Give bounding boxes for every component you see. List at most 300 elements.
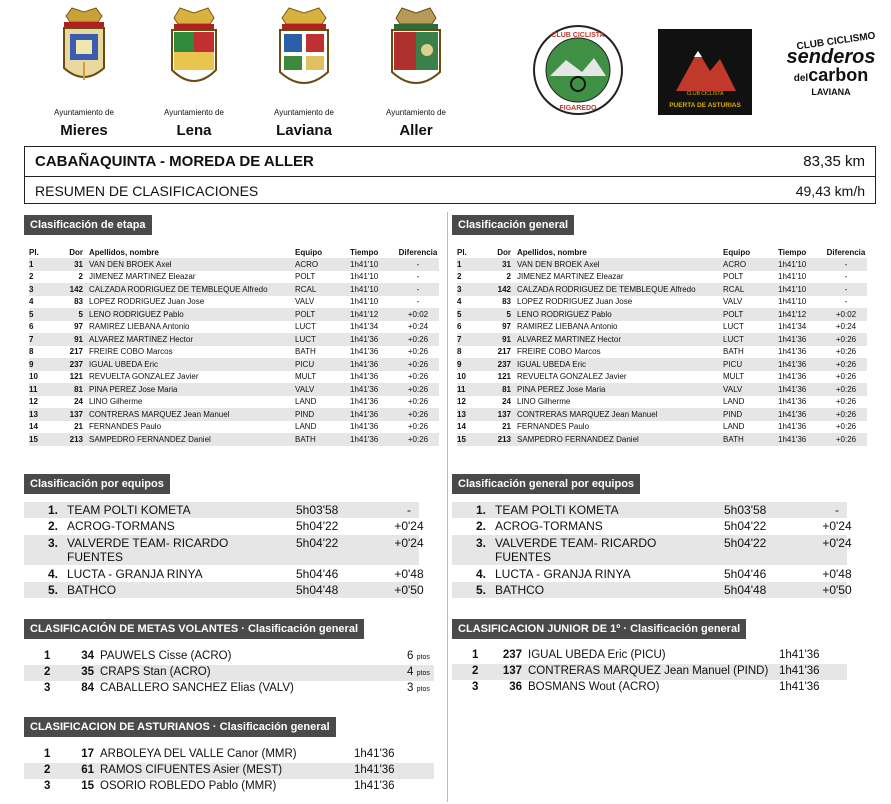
rank: 11 (29, 383, 57, 396)
team-code: LAND (723, 397, 745, 407)
column-divider (447, 212, 448, 802)
team-rank: 5. (48, 583, 59, 597)
team-gap: +0'50 (822, 583, 852, 597)
club-figaredo-logo (532, 24, 624, 116)
club-senderos-logo (776, 30, 886, 110)
team-code: POLT (723, 272, 744, 282)
list-bib: 237 (502, 649, 522, 661)
rider-name: FERNANDES Paulo (517, 422, 590, 432)
list-rank: 1 (472, 649, 479, 661)
rank: 8 (29, 347, 34, 357)
bib: 31 (485, 258, 517, 271)
team-code: LUCT (295, 333, 350, 346)
table-row (29, 421, 439, 434)
stage-classification-header: Clasificación de etapa (24, 215, 152, 235)
rider-name: REVUELTA GONZALEZ Javier (89, 372, 199, 382)
rank: 9 (29, 358, 57, 371)
team-name (495, 583, 544, 597)
aller-crest-icon (386, 6, 446, 98)
list-time: 1h41'36 (354, 764, 395, 776)
time-gap: +0:26 (835, 347, 857, 357)
team-name-line1: BATHCO (495, 583, 545, 597)
list-item (24, 681, 434, 697)
list-rider: RAMOS CIFUENTES Asier (MEST) (100, 764, 283, 776)
team-rank: 4. (48, 567, 59, 581)
points-value: 3 (407, 682, 414, 694)
team-name (495, 519, 603, 533)
bib: 237 (57, 358, 89, 371)
list-bib: 15 (81, 780, 94, 792)
list-item (24, 747, 434, 763)
list-bib: 36 (509, 681, 522, 693)
table-row (29, 358, 439, 371)
time: 1h41'36 (350, 347, 379, 357)
rider-name: CALZADA RODRIGUEZ DE TEMBLEQUE Alfredo (89, 283, 295, 296)
table-row (457, 346, 867, 359)
town-label: Ayuntamiento de (386, 108, 446, 117)
mountain-icon (658, 29, 752, 115)
team-code: LUCT (723, 333, 778, 346)
rider-name: VAN DEN BROEK Axel (517, 258, 723, 271)
table-row (457, 308, 867, 321)
time-gap: +0:02 (397, 308, 439, 321)
team-code: VALV (295, 297, 315, 307)
table-row (457, 408, 867, 421)
time-gap: +0:26 (407, 347, 429, 357)
list-rank: 3 (44, 682, 51, 694)
table-row (457, 371, 867, 384)
team-code: BATH (723, 433, 778, 446)
rider-name: PINA PEREZ Jose Maria (89, 383, 295, 396)
bib: 24 (502, 397, 511, 407)
team-rank: 3. (476, 536, 487, 550)
time-gap: +0:02 (825, 308, 867, 321)
rider-name: ALVAREZ MARTINEZ Hector (89, 333, 295, 346)
rank: 11 (457, 383, 485, 396)
time: 1h41'10 (350, 297, 379, 307)
table-row (457, 433, 867, 446)
time-gap: +0:26 (407, 397, 429, 407)
table-row (29, 371, 439, 384)
table-row (29, 271, 439, 284)
time: 1h41'36 (350, 372, 379, 382)
time: 1h41'36 (350, 397, 379, 407)
bib: 5 (485, 308, 517, 321)
teams-classification-header: Clasificación por equipos (24, 474, 170, 494)
rank: 2 (457, 272, 462, 282)
table-row (29, 433, 439, 446)
table-row (457, 258, 867, 271)
rider-name: JIMENEZ MARTINEZ Eleazar (89, 272, 196, 282)
team-code: PIND (723, 408, 778, 421)
rank: 6 (29, 322, 34, 332)
time-gap: +0:26 (397, 383, 439, 396)
team-time: 5h04'46 (724, 567, 767, 581)
team-code: LAND (295, 422, 317, 432)
list-rank: 2 (44, 666, 51, 678)
rider-name: CONTRERAS MARQUEZ Jean Manuel (89, 408, 295, 421)
table-row (29, 396, 439, 409)
rider-name: ALVAREZ MARTINEZ Hector (517, 333, 723, 346)
team-time: 5h03'58 (296, 503, 339, 517)
team-code: VALV (723, 383, 778, 396)
table-row (29, 283, 439, 296)
time-gap: +0:26 (825, 333, 867, 346)
club-figaredo-bottom: FIGAREDO (559, 105, 597, 112)
time-gap: - (416, 297, 420, 307)
col-time: Tiempo (350, 247, 379, 257)
team-time: 5h04'48 (296, 583, 339, 597)
col-name: Apellidos, nombre (89, 247, 159, 257)
bib: 91 (485, 333, 517, 346)
time: 1h41'12 (350, 308, 397, 321)
team-time: 5h03'58 (724, 503, 767, 517)
team-name-line1: VALVERDE TEAM- RICARDO (67, 536, 229, 550)
time-gap: +0:26 (825, 383, 867, 396)
points-unit: ptos (416, 686, 430, 693)
team-gap: +0'24 (822, 519, 852, 533)
col-diff: Diferencia (398, 247, 438, 257)
rank: 1 (457, 258, 485, 271)
bib: 137 (57, 408, 89, 421)
table-row (29, 321, 439, 334)
table-row (29, 333, 439, 346)
list-rider: CONTRERAS MARQUEZ Jean Manuel (PIND) (528, 665, 769, 677)
club-puerta-logo (658, 29, 752, 115)
time: 1h41'10 (778, 258, 825, 271)
points-unit: ptos (416, 654, 430, 661)
stage-classification-table (29, 246, 439, 446)
team-time: 5h04'22 (296, 519, 339, 533)
list-rank: 1 (44, 650, 51, 662)
bib: 81 (485, 383, 517, 396)
rank: 15 (29, 433, 57, 446)
team-name (67, 503, 191, 517)
rank: 3 (29, 283, 57, 296)
points-value: 4 (407, 666, 414, 678)
rider-name: JIMENEZ MARTINEZ Eleazar (517, 272, 624, 282)
bib: 213 (485, 433, 517, 446)
average-speed: 49,43 km/h (795, 182, 865, 199)
team-row (452, 582, 852, 598)
bib: 81 (57, 383, 89, 396)
list-item (24, 779, 434, 795)
rank: 7 (29, 333, 57, 346)
list-rider: BOSMANS Wout (ACRO) (528, 681, 660, 693)
team-gap: +0'24 (822, 536, 852, 550)
time-gap: +0:26 (397, 333, 439, 346)
team-name (67, 567, 203, 581)
rider-name: IGUAL UBEDA Eric (517, 358, 723, 371)
time-gap: - (844, 297, 848, 307)
bib: 2 (506, 272, 511, 282)
team-rank: 3. (48, 536, 59, 550)
time: 1h41'36 (350, 408, 397, 421)
team-code: LAND (723, 422, 745, 432)
club-senderos-line5: LAVIANA (811, 87, 851, 97)
team-name-line1: LUCTA - GRANJA RINYA (495, 567, 631, 581)
time: 1h41'36 (350, 358, 397, 371)
team-code: LUCT (723, 322, 744, 332)
col-pl: Pl. (29, 247, 39, 257)
rank: 14 (457, 422, 466, 432)
rank: 12 (457, 397, 466, 407)
team-name (67, 519, 175, 533)
list-bib: 34 (81, 650, 94, 662)
team-code: PICU (295, 358, 350, 371)
team-code: VALV (295, 383, 350, 396)
time-gap: +0:24 (835, 322, 857, 332)
rider-name: PINA PEREZ Jose Maria (517, 383, 723, 396)
rider-name: VAN DEN BROEK Axel (89, 258, 295, 271)
col-dor: Dor (69, 247, 83, 257)
list-item (24, 763, 434, 779)
time: 1h41'36 (778, 347, 807, 357)
list-points (407, 666, 430, 678)
time: 1h41'36 (350, 422, 379, 432)
team-rank: 1. (476, 503, 487, 517)
rider-name: LOPEZ RODRIGUEZ Juan Jose (89, 297, 205, 307)
club-senderos-line3: del (793, 73, 809, 84)
list-rider: CABALLERO SANCHEZ Elias (VALV) (100, 682, 294, 694)
list-rank: 3 (44, 780, 51, 792)
rider-name: REVUELTA GONZALEZ Javier (517, 372, 627, 382)
list-points (407, 682, 430, 694)
time: 1h41'36 (350, 333, 397, 346)
team-name-line1: ACROG-TORMANS (495, 519, 603, 533)
metas-volantes-header: CLASIFICACIÓN DE METAS VOLANTES · Clasificación general (24, 619, 364, 639)
bib: 24 (74, 397, 83, 407)
bib: 121 (497, 372, 511, 382)
team-name-line1: ACROG-TORMANS (67, 519, 175, 533)
time-gap: - (416, 272, 420, 282)
table-row (29, 308, 439, 321)
rider-name: CONTRERAS MARQUEZ Jean Manuel (517, 408, 723, 421)
bib: 21 (502, 422, 511, 432)
team-gap: - (835, 503, 839, 517)
team-name (67, 583, 116, 597)
team-code: VALV (723, 297, 743, 307)
time: 1h41'10 (350, 258, 397, 271)
rider-name: LOPEZ RODRIGUEZ Juan Jose (517, 297, 633, 307)
team-name-line1: TEAM POLTI KOMETA (67, 503, 191, 517)
time-gap: +0:24 (407, 322, 429, 332)
table-row (457, 333, 867, 346)
rank: 2 (29, 272, 34, 282)
mieres-crest-icon (54, 6, 114, 98)
time-gap: - (825, 283, 867, 296)
rider-name: RAMIREZ LIEBANA Antonio (89, 322, 190, 332)
title-box (24, 146, 876, 204)
rider-name: CALZADA RODRIGUEZ DE TEMBLEQUE Alfredo (517, 283, 723, 296)
table-row (457, 296, 867, 309)
points-value: 6 (407, 650, 414, 662)
time: 1h41'36 (778, 397, 807, 407)
time-gap: +0:26 (397, 408, 439, 421)
table-row (457, 321, 867, 334)
time-gap: +0:26 (397, 358, 439, 371)
team-row (452, 518, 852, 534)
summary-title: RESUMEN DE CLASIFICACIONES (35, 182, 259, 199)
list-rider: PAUWELS Cisse (ACRO) (100, 650, 232, 662)
team-row (24, 502, 419, 518)
time-gap: +0:26 (407, 372, 429, 382)
rider-name: SAMPEDRO FERNANDEZ Daniel (89, 433, 295, 446)
team-time: 5h04'22 (724, 519, 767, 533)
table-row (29, 408, 439, 421)
team-name-line1: BATHCO (67, 583, 117, 597)
list-bib: 84 (81, 682, 94, 694)
list-bib: 17 (81, 748, 94, 760)
team-row (452, 535, 852, 565)
table-row (29, 383, 439, 396)
general-classification-header: Clasificación general (452, 215, 574, 235)
list-item (452, 648, 847, 664)
bib: 21 (74, 422, 83, 432)
bib: 121 (69, 372, 83, 382)
team-name (495, 567, 631, 581)
table-row (457, 271, 867, 284)
laviana-crest-icon (274, 6, 334, 98)
town-label: Ayuntamiento de (274, 108, 334, 117)
rider-name: IGUAL UBEDA Eric (89, 358, 295, 371)
time: 1h41'10 (778, 297, 807, 307)
list-bib: 61 (81, 764, 94, 776)
list-rank: 3 (472, 681, 479, 693)
list-item (24, 665, 434, 681)
table-row (29, 346, 439, 359)
time-gap: +0:26 (835, 397, 857, 407)
bib: 2 (78, 272, 83, 282)
list-time: 1h41'36 (779, 649, 820, 661)
team-code: LAND (295, 397, 317, 407)
team-rank: 5. (476, 583, 487, 597)
town-label: Ayuntamiento de (164, 108, 224, 117)
team-code: MULT (723, 372, 745, 382)
time-gap: +0:26 (397, 433, 439, 446)
rank: 4 (457, 297, 462, 307)
team-rank: 4. (476, 567, 487, 581)
time: 1h41'36 (778, 422, 807, 432)
time-gap: +0:26 (835, 422, 857, 432)
col-team: Equipo (723, 247, 751, 257)
time: 1h41'36 (778, 372, 807, 382)
time-gap: - (397, 283, 439, 296)
team-name-line1: VALVERDE TEAM- RICARDO (495, 536, 657, 550)
col-time: Tiempo (778, 247, 807, 257)
rank: 10 (29, 372, 38, 382)
team-row (24, 535, 424, 565)
bib: 217 (497, 347, 511, 357)
rider-name: LENO RODRIGUEZ Pablo (89, 308, 295, 321)
team-name-line2: FUENTES (495, 550, 552, 564)
rider-name: FREIRE COBO Marcos (89, 347, 173, 357)
team-gap: +0'48 (394, 567, 424, 581)
team-time: 5h04'22 (724, 536, 767, 550)
team-row (24, 518, 424, 534)
team-code: LUCT (295, 322, 316, 332)
rank: 13 (29, 408, 57, 421)
team-row (24, 582, 424, 598)
team-code: PIND (295, 408, 350, 421)
bib: 31 (57, 258, 89, 271)
rank: 13 (457, 408, 485, 421)
town-name: Lena (176, 122, 212, 139)
team-name (495, 536, 656, 564)
list-time: 1h41'36 (779, 665, 820, 677)
rider-name: SAMPEDRO FERNANDEZ Daniel (517, 433, 723, 446)
bib: 217 (69, 347, 83, 357)
bib: 97 (74, 322, 83, 332)
team-rank: 2. (476, 519, 487, 533)
rank: 12 (29, 397, 38, 407)
rank: 9 (457, 358, 485, 371)
town-label: Ayuntamiento de (54, 108, 114, 117)
bib: 213 (57, 433, 89, 446)
time-gap: +0:26 (407, 422, 429, 432)
team-code: RCAL (723, 283, 778, 296)
list-time: 1h41'36 (779, 681, 820, 693)
bib: 142 (485, 283, 517, 296)
time-gap: +0:26 (835, 372, 857, 382)
rank: 7 (457, 333, 485, 346)
team-gap: +0'50 (394, 583, 424, 597)
team-code: BATH (295, 433, 350, 446)
team-time: 5h04'48 (724, 583, 767, 597)
team-code: RCAL (295, 283, 350, 296)
team-code: POLT (723, 308, 778, 321)
junior-classification-header: CLASIFICACION JUNIOR DE 1º · Clasificación general (452, 619, 746, 639)
col-pl: Pl. (457, 247, 467, 257)
team-rank: 1. (48, 503, 59, 517)
club-puerta-bottom: PUERTA DE ASTURIAS (669, 102, 741, 109)
list-rank: 1 (44, 748, 51, 760)
stage-title: CABAÑAQUINTA - MOREDA DE ALLER (35, 153, 314, 170)
time: 1h41'10 (350, 283, 397, 296)
time: 1h41'36 (778, 383, 825, 396)
time-gap: +0:26 (825, 433, 867, 446)
time: 1h41'10 (350, 272, 379, 282)
rider-name: RAMIREZ LIEBANA Antonio (517, 322, 618, 332)
team-row (452, 566, 852, 582)
rider-name: LENO RODRIGUEZ Pablo (517, 308, 723, 321)
stage-distance: 83,35 km (803, 153, 865, 170)
rider-name: FERNANDES Paulo (89, 422, 162, 432)
time: 1h41'10 (778, 283, 825, 296)
list-item (24, 649, 434, 665)
time: 1h41'36 (778, 358, 825, 371)
rank: 14 (29, 422, 38, 432)
table-row (457, 358, 867, 371)
rank: 10 (457, 372, 466, 382)
bib: 83 (74, 297, 83, 307)
table-row (457, 283, 867, 296)
team-name (67, 536, 228, 564)
time: 1h41'36 (778, 333, 825, 346)
time-gap: - (825, 258, 867, 271)
list-rider: ARBOLEYA DEL VALLE Canor (MMR) (100, 748, 297, 760)
rider-name: LINO Gilherme (517, 397, 571, 407)
table-row (457, 383, 867, 396)
time: 1h41'36 (778, 433, 825, 446)
team-code: POLT (295, 308, 350, 321)
team-code: BATH (295, 347, 316, 357)
team-name-line1: LUCTA - GRANJA RINYA (67, 567, 203, 581)
team-row (24, 566, 424, 582)
list-time: 1h41'36 (354, 780, 395, 792)
club-puerta-top: CLUB CICLISTA (686, 91, 724, 97)
list-time: 1h41'36 (354, 748, 395, 760)
